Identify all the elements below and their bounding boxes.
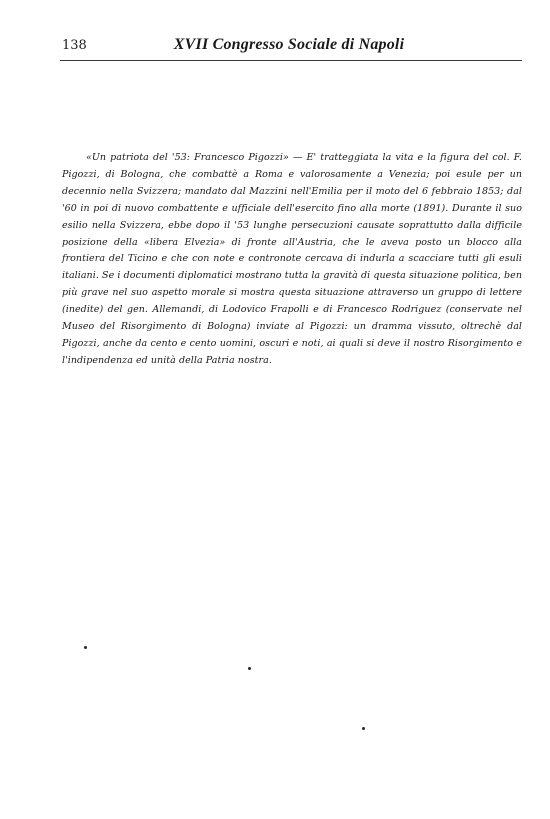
running-title: XVII Congresso Sociale di Napoli	[173, 36, 405, 53]
running-head	[62, 36, 516, 58]
page-number: 138	[62, 38, 87, 53]
print-speck	[84, 646, 87, 649]
header-rule	[60, 60, 522, 61]
print-speck	[362, 727, 365, 730]
print-speck	[248, 667, 251, 670]
body-paragraph: «Un patriota del '53: Francesco Pigozzi» — E' tratteggiata la vita e la figura del col. F. Pigozzi, di Bologna, che combattè a Roma e valorosamente a Venezia; poi esule per un decennio nella Svizzera; mandato dal Mazzini nell'Emilia per il moto del 6 febbraio 1853; dal '60 in poi di nuovo combattente e ufficiale dell'esercito fino alla morte (1891). Durante il suo esilio nella Svizzera, ebbe dopo il '53 lunghe persecuzioni causate soprattutto dalla difficile posizione della «libera Elvezia» di fronte all'Austria, che le aveva posto un blocco alla frontiera del Ticino e che con note e contronote cercava di indurla a scacciare tutti gli esuli italiani. Se i documenti diplomatici mostrano tutta la gravità di questa situazione politica, ben più grave nel suo aspetto morale si mostra questa situazione attraverso un gruppo di lettere (inedite) del gen. Allemandi, di Lodovico Frapolli e di Francesco Rodriguez (conservate nel Museo del Risorgimento di Bologna) inviate al Pigozzi: un dramma vissuto, oltrechè dal Pigozzi, anche da cento e cento uomini, oscuri e noti, ai quali si deve il nostro Risorgimento e l'indipendenza ed unità della Patria nostra.	[62, 152, 522, 366]
